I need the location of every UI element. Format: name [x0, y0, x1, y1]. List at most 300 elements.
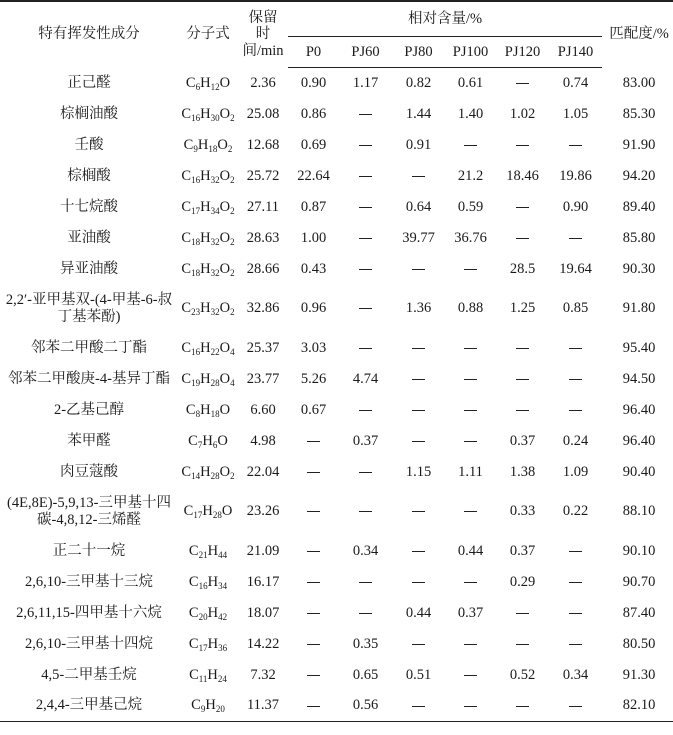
relative-content-pj80 — [392, 567, 445, 598]
table-row — [0, 223, 673, 254]
formula-subscript: 28 — [210, 377, 220, 388]
header-sample-pj140: PJ140 — [549, 37, 602, 68]
not-detected-dash — [569, 145, 582, 146]
relative-content-pj100 — [445, 254, 496, 285]
formula-element: O — [219, 463, 231, 480]
table-row — [0, 457, 673, 488]
match-degree: 83.00 — [622, 74, 656, 91]
match-degree: 90.30 — [622, 260, 656, 277]
formula-subscript: 44 — [218, 549, 228, 560]
not-detected-dash — [307, 706, 320, 707]
relative-content-pj60: 0.56 — [339, 691, 392, 722]
formula-subscript: 2 — [230, 174, 235, 185]
relative-content-pj60 — [339, 488, 392, 536]
table-row — [0, 130, 673, 161]
table-row — [0, 395, 673, 426]
not-detected-dash — [464, 145, 477, 146]
match-degree: 88.10 — [622, 503, 656, 520]
retention-time: 23.77 — [246, 370, 280, 387]
match-degree: 91.80 — [622, 300, 656, 317]
table-row — [0, 629, 673, 660]
relative-content-pj80 — [392, 364, 445, 395]
relative-content-pj80: 0.51 — [405, 666, 432, 683]
not-detected-dash — [516, 644, 529, 645]
relative-content-pj120: 1.38 — [509, 463, 536, 480]
relative-content-pj80 — [392, 161, 445, 192]
formula-element: H — [200, 260, 211, 277]
relative-content-pj60 — [339, 457, 392, 488]
match-degree: 90.10 — [622, 542, 656, 559]
not-detected-dash — [359, 582, 372, 583]
relative-content-pj100: 0.44 — [457, 542, 484, 559]
not-detected-dash — [359, 511, 372, 512]
relative-content-pj140 — [549, 223, 602, 254]
molecular-formula — [178, 426, 238, 457]
formula-element: H — [200, 74, 211, 91]
relative-content-pj80 — [392, 333, 445, 364]
formula-subscript: 6 — [212, 439, 218, 450]
table-row — [0, 660, 673, 691]
relative-content-pj60 — [339, 285, 392, 333]
formula-subscript: 20 — [215, 704, 225, 715]
relative-content-pj100 — [445, 395, 496, 426]
relative-content-pj120 — [496, 68, 549, 99]
not-detected-dash — [307, 675, 320, 676]
table-row — [0, 99, 673, 130]
formula-element: H — [207, 635, 219, 652]
formula-element: C — [185, 74, 196, 91]
not-detected-dash — [359, 308, 372, 309]
not-detected-dash — [359, 176, 372, 177]
not-detected-dash — [412, 410, 425, 411]
formula-subscript: 16 — [198, 580, 208, 591]
relative-content-pj80: 0.82 — [405, 74, 432, 91]
relative-content-pj140: 1.09 — [562, 463, 589, 480]
relative-content-pj140: 0.22 — [562, 503, 589, 520]
relative-content-pj60 — [339, 99, 392, 130]
formula-element: C — [189, 666, 199, 683]
relative-content-pj60 — [339, 192, 392, 223]
relative-content-pj140 — [549, 364, 602, 395]
not-detected-dash — [569, 706, 582, 707]
relative-content-pj140: 0.74 — [562, 74, 589, 91]
relative-content-pj80 — [392, 395, 445, 426]
retention-time: 28.63 — [246, 229, 280, 246]
relative-content-p0: 3.03 — [300, 339, 327, 356]
formula-element: C — [181, 260, 192, 277]
formula-subscript: 30 — [210, 112, 220, 123]
retention-time: 6.60 — [250, 401, 276, 418]
formula-subscript: 19 — [191, 377, 201, 388]
formula-element: C — [181, 198, 192, 215]
formula-subscript: 7 — [197, 439, 203, 450]
relative-content-pj100 — [445, 130, 496, 161]
molecular-formula — [178, 488, 238, 536]
component-name: 2,6,10-三甲基十四烷 — [24, 635, 154, 652]
not-detected-dash — [516, 379, 529, 380]
formula-subscript: 2 — [230, 470, 235, 481]
not-detected-dash — [569, 238, 582, 239]
formula-element: H — [200, 300, 211, 317]
formula-subscript: 2 — [230, 112, 235, 123]
formula-subscript: 9 — [193, 143, 198, 154]
relative-content-pj120: 0.33 — [509, 503, 536, 520]
relative-content-pj120 — [496, 395, 549, 426]
formula-subscript: 34 — [218, 580, 228, 591]
not-detected-dash — [359, 207, 372, 208]
relative-content-pj100 — [445, 426, 496, 457]
not-detected-dash — [516, 83, 529, 84]
retention-time: 25.37 — [246, 339, 280, 356]
not-detected-dash — [359, 348, 372, 349]
not-detected-dash — [359, 114, 372, 115]
formula-element: H — [200, 229, 211, 246]
relative-content-pj100: 0.88 — [457, 300, 484, 317]
relative-content-pj100 — [445, 488, 496, 536]
relative-content-pj140 — [549, 333, 602, 364]
relative-content-pj120: 1.02 — [509, 105, 536, 122]
relative-content-pj60 — [339, 130, 392, 161]
component-name: 正二十一烷 — [52, 542, 126, 559]
not-detected-dash — [464, 644, 477, 645]
match-degree: 85.80 — [622, 229, 656, 246]
table-row — [0, 333, 673, 364]
match-degree: 90.70 — [622, 573, 656, 590]
relative-content-p0: 0.86 — [300, 105, 327, 122]
relative-content-pj80 — [392, 488, 445, 536]
formula-element: O — [219, 167, 231, 184]
relative-content-pj140 — [549, 567, 602, 598]
not-detected-dash — [412, 582, 425, 583]
relative-content-pj140 — [549, 536, 602, 567]
formula-element: O — [219, 260, 231, 277]
molecular-formula — [178, 536, 238, 567]
not-detected-dash — [569, 348, 582, 349]
retention-time: 14.22 — [246, 635, 280, 652]
match-degree: 91.30 — [622, 666, 656, 683]
match-degree: 94.50 — [622, 370, 656, 387]
molecular-formula — [178, 629, 238, 660]
relative-content-pj120: 0.37 — [509, 542, 536, 559]
relative-content-pj60 — [339, 223, 392, 254]
relative-content-pj100: 21.2 — [457, 167, 484, 184]
retention-time: 11.37 — [238, 691, 288, 722]
not-detected-dash — [307, 551, 320, 552]
formula-element: H — [207, 604, 219, 621]
component-name: 壬酸 — [74, 136, 104, 153]
formula-element: C — [183, 136, 194, 153]
match-degree: 85.30 — [622, 105, 656, 122]
header-retention-line2: 时间/min — [242, 26, 284, 60]
molecular-formula — [178, 567, 238, 598]
relative-content-pj140: 0.85 — [562, 300, 589, 317]
molecular-formula — [178, 333, 238, 364]
relative-content-p0 — [288, 660, 339, 691]
relative-content-p0: 0.43 — [300, 260, 327, 277]
table-row — [0, 254, 673, 285]
formula-element: C — [183, 503, 194, 520]
not-detected-dash — [464, 441, 477, 442]
formula-element: O — [219, 198, 231, 215]
not-detected-dash — [464, 675, 477, 676]
retention-time: 25.72 — [246, 167, 280, 184]
relative-content-pj100 — [445, 660, 496, 691]
formula-element: C — [188, 604, 199, 621]
relative-content-pj60: 0.35 — [352, 635, 379, 652]
formula-element: C — [188, 573, 199, 590]
table-row — [0, 161, 673, 192]
formula-element: H — [202, 503, 213, 520]
not-detected-dash — [569, 551, 582, 552]
formula-subscript: 6 — [195, 81, 201, 92]
relative-content-p0: 0.90 — [300, 74, 327, 91]
retention-time: 23.26 — [246, 503, 280, 520]
header-component: 特有挥发性成分 — [0, 1, 178, 68]
relative-content-pj140 — [549, 691, 602, 722]
formula-element: H — [200, 105, 211, 122]
formula-subscript: 32 — [210, 236, 220, 247]
relative-content-pj120 — [496, 364, 549, 395]
formula-subscript: 17 — [191, 205, 201, 216]
not-detected-dash — [464, 348, 477, 349]
formula-element: H — [200, 167, 211, 184]
formula-element: H — [200, 370, 211, 387]
retention-time: 21.09 — [246, 542, 280, 559]
formula-element: H — [205, 697, 216, 714]
relative-content-pj60 — [339, 254, 392, 285]
match-degree: 87.40 — [622, 604, 656, 621]
table-row — [0, 691, 673, 722]
formula-element: C — [188, 542, 199, 559]
not-detected-dash — [569, 379, 582, 380]
component-name: 邻苯二甲酸二丁酯 — [31, 339, 147, 356]
component-name: (4E,8E)-5,9,13-三甲基十四碳-4,8,12-三烯醛 — [7, 494, 171, 528]
relative-content-pj80 — [392, 691, 445, 722]
component-name: 2,6,10-三甲基十三烷 — [24, 573, 154, 590]
relative-content-pj80: 0.64 — [405, 198, 432, 215]
formula-subscript: 8 — [195, 408, 201, 419]
formula-subscript: 42 — [218, 611, 228, 622]
component-name: 2-乙基己醇 — [53, 401, 125, 418]
formula-subscript: 16 — [191, 346, 201, 357]
retention-time: 18.07 — [246, 604, 280, 621]
formula-element: O — [221, 503, 233, 520]
component-name: 苯甲醛 — [67, 432, 111, 449]
formula-element: C — [181, 229, 192, 246]
relative-content-pj80: 1.15 — [405, 463, 432, 480]
not-detected-dash — [359, 410, 372, 411]
component-name: 邻苯二甲酸庚-4-基异丁酯 — [8, 370, 170, 387]
not-detected-dash — [516, 207, 529, 208]
relative-content-pj140: 19.64 — [559, 260, 592, 277]
relative-content-pj80: 1.36 — [405, 300, 432, 317]
molecular-formula — [178, 691, 238, 722]
formula-subscript: 2 — [230, 307, 235, 318]
retention-time: 25.08 — [246, 105, 280, 122]
not-detected-dash — [307, 441, 320, 442]
formula-element: C — [185, 401, 196, 418]
relative-content-p0 — [288, 629, 339, 660]
relative-content-pj80 — [392, 254, 445, 285]
formula-subscript: 18 — [210, 408, 220, 419]
retention-time: 27.11 — [246, 198, 280, 215]
match-degree: 89.40 — [622, 198, 656, 215]
table-row — [0, 364, 673, 395]
relative-content-pj100 — [445, 629, 496, 660]
relative-content-p0 — [288, 536, 339, 567]
relative-content-p0 — [288, 567, 339, 598]
relative-content-pj140 — [549, 598, 602, 629]
relative-content-pj60: 1.17 — [352, 74, 379, 91]
relative-content-pj60 — [339, 567, 392, 598]
formula-subscript: 2 — [230, 205, 235, 216]
relative-content-p0: 0.96 — [300, 300, 327, 317]
formula-element: O — [219, 300, 231, 317]
formula-element: C — [191, 697, 201, 714]
formula-subscript: 11 — [198, 673, 208, 684]
not-detected-dash — [359, 238, 372, 239]
formula-element: O — [217, 136, 228, 153]
not-detected-dash — [516, 238, 529, 239]
molecular-formula — [178, 660, 238, 691]
not-detected-dash — [516, 348, 529, 349]
not-detected-dash — [307, 613, 320, 614]
header-sample-pj60: PJ60 — [339, 37, 392, 68]
not-detected-dash — [412, 176, 425, 177]
table-row — [0, 536, 673, 567]
not-detected-dash — [359, 613, 372, 614]
header-sample-pj100: PJ100 — [445, 37, 496, 68]
relative-content-pj140 — [549, 130, 602, 161]
formula-subscript: 17 — [198, 642, 208, 653]
component-name: 异亚油酸 — [60, 260, 118, 277]
relative-content-pj100 — [445, 691, 496, 722]
formula-subscript: 16 — [191, 174, 201, 185]
relative-content-pj80: 0.91 — [405, 136, 432, 153]
formula-subscript: 16 — [191, 112, 201, 123]
molecular-formula — [178, 254, 238, 285]
formula-element: H — [197, 136, 209, 153]
formula-subscript: 36 — [218, 642, 228, 653]
formula-element: O — [219, 74, 231, 91]
formula-subscript: 28 — [210, 470, 220, 481]
relative-content-pj80 — [392, 629, 445, 660]
header-match-degree: 匹配度/% — [602, 1, 673, 68]
formula-element: O — [219, 105, 231, 122]
formula-element: C — [181, 463, 192, 480]
not-detected-dash — [412, 551, 425, 552]
not-detected-dash — [307, 644, 320, 645]
formula-subscript: 2 — [230, 236, 235, 247]
relative-content-p0: 0.69 — [300, 136, 327, 153]
relative-content-pj120 — [496, 333, 549, 364]
formula-subscript: 18 — [191, 236, 201, 247]
relative-content-pj100: 36.76 — [454, 229, 487, 246]
header-retention-line1: 保留 — [248, 9, 278, 26]
not-detected-dash — [412, 644, 425, 645]
formula-element: O — [219, 339, 231, 356]
not-detected-dash — [464, 582, 477, 583]
relative-content-pj120 — [496, 223, 549, 254]
not-detected-dash — [412, 379, 425, 380]
formula-subscript: 18 — [208, 143, 218, 154]
formula-element: C — [188, 432, 198, 449]
component-name: 2,2′-亚甲基双-(4-甲基-6-叔丁基苯酚) — [5, 291, 173, 325]
table-body — [0, 68, 673, 722]
not-detected-dash — [569, 582, 582, 583]
relative-content-pj80: 1.44 — [405, 105, 432, 122]
formula-subscript: 9 — [200, 704, 206, 715]
not-detected-dash — [464, 706, 477, 707]
table-row — [0, 192, 673, 223]
component-name: 2,4,4-三甲基己烷 — [0, 691, 178, 722]
formula-element: C — [181, 167, 192, 184]
formula-subscript: 21 — [198, 549, 208, 560]
not-detected-dash — [464, 269, 477, 270]
relative-content-pj60: 0.37 — [352, 432, 379, 449]
component-name: 4,5-二甲基壬烷 — [41, 666, 137, 683]
not-detected-dash — [359, 145, 372, 146]
match-degree: 95.40 — [622, 339, 656, 356]
relative-content-pj60 — [339, 161, 392, 192]
molecular-formula — [178, 161, 238, 192]
not-detected-dash — [464, 379, 477, 380]
not-detected-dash — [569, 613, 582, 614]
table-row — [0, 567, 673, 598]
formula-subscript: 17 — [193, 510, 203, 521]
not-detected-dash — [307, 511, 320, 512]
relative-content-p0 — [288, 691, 339, 722]
relative-content-pj120: 0.52 — [509, 666, 536, 683]
relative-content-pj100 — [445, 364, 496, 395]
relative-content-pj120 — [496, 130, 549, 161]
relative-content-pj140 — [549, 629, 602, 660]
relative-content-pj140 — [549, 395, 602, 426]
formula-element: H — [200, 401, 211, 418]
relative-content-p0: 1.00 — [300, 229, 327, 246]
not-detected-dash — [359, 472, 372, 473]
relative-content-pj60: 4.74 — [352, 370, 379, 387]
formula-subscript: 4 — [230, 346, 235, 357]
component-name: 棕榈油酸 — [60, 105, 118, 122]
relative-content-pj60: 0.34 — [352, 542, 379, 559]
not-detected-dash — [359, 269, 372, 270]
not-detected-dash — [464, 410, 477, 411]
molecular-formula — [178, 457, 238, 488]
relative-content-pj140: 0.90 — [562, 198, 589, 215]
relative-content-pj100 — [445, 333, 496, 364]
component-name: 亚油酸 — [67, 229, 111, 246]
formula-subscript: 12 — [210, 81, 220, 92]
relative-content-p0: 0.67 — [300, 401, 327, 418]
formula-subscript: 24 — [217, 673, 227, 684]
relative-content-pj80: 39.77 — [402, 229, 435, 246]
formula-subscript: 22 — [210, 346, 220, 357]
not-detected-dash — [412, 706, 425, 707]
relative-content-pj100: 0.37 — [457, 604, 484, 621]
header-relative-content: 相对含量/% — [288, 1, 602, 37]
molecular-formula — [178, 223, 238, 254]
formula-element: C — [181, 339, 192, 356]
formula-subscript: 32 — [210, 174, 220, 185]
not-detected-dash — [516, 706, 529, 707]
component-name: 正己醛 — [67, 74, 111, 91]
table-row — [0, 426, 673, 457]
component-name: 肉豆蔻酸 — [60, 463, 118, 480]
table-row — [0, 488, 673, 536]
match-degree: 94.20 — [622, 167, 656, 184]
relative-content-pj120 — [496, 192, 549, 223]
